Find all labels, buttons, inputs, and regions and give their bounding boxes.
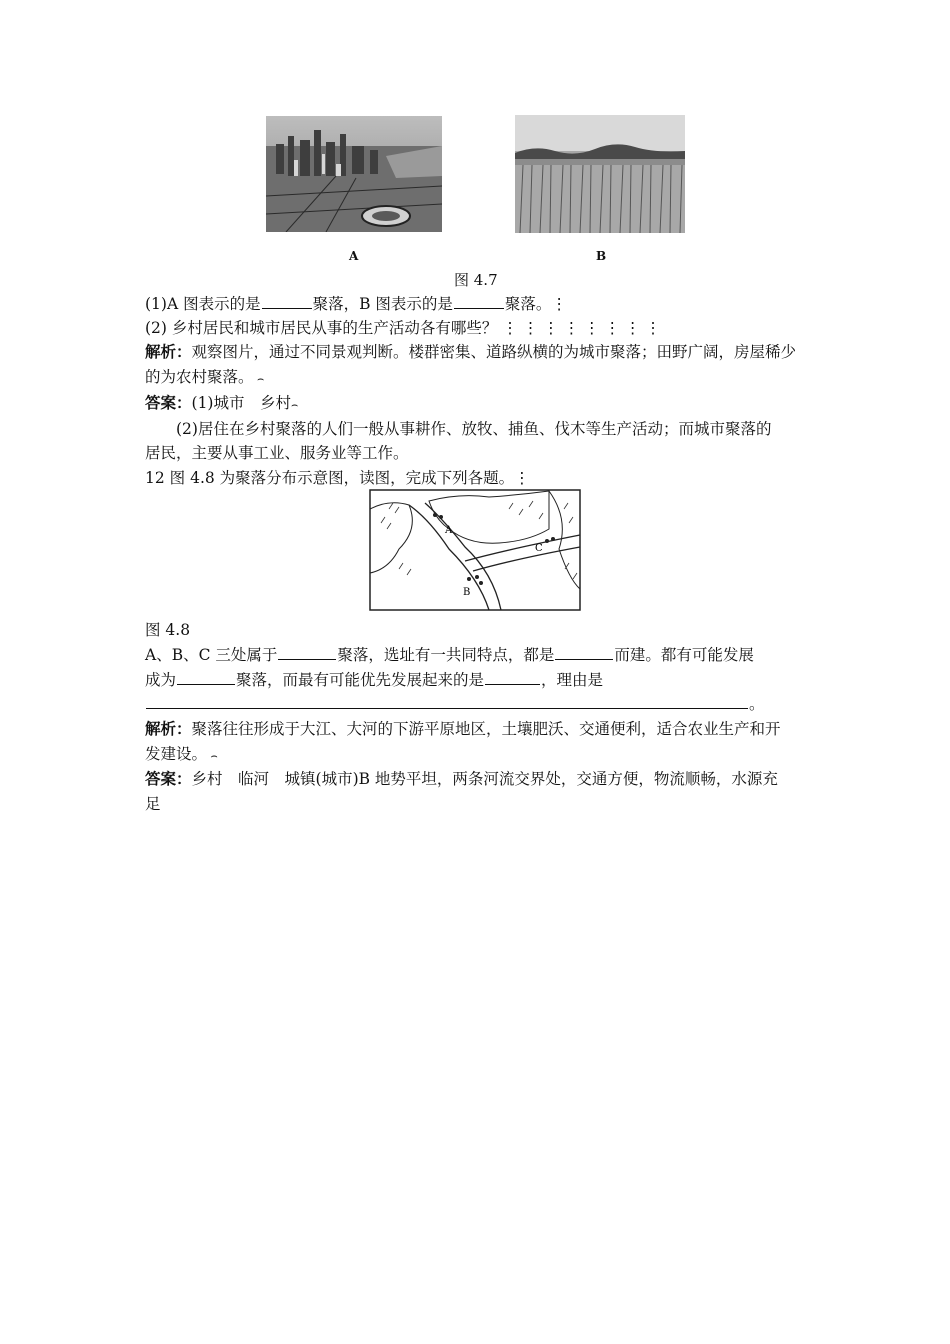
q1-line2: (2) 乡村居民和城市居民从事的生产活动各有哪些？ ⋮ ⋮ ⋮ ⋮ ⋮ ⋮ ⋮ ⋮: [145, 319, 661, 337]
q12-line2: 成为 聚落，而最有可能优先发展起来的是 ，理由是: [145, 668, 603, 691]
q12-analysis-line1: 解析：聚落往往形成于大江、大河的下游平原地区，土壤肥沃、交通便利，适合农业生产和开: [145, 719, 781, 738]
farmland-photo: [515, 115, 685, 233]
q12-intro: 12 图 4.8 为聚落分布示意图，读图，完成下列各题。⋮: [145, 469, 530, 487]
photo-b-label: B: [596, 249, 607, 263]
q12-line3: 。: [145, 692, 765, 715]
settlement-map: [369, 489, 581, 611]
bracket-mark: ⌢: [207, 749, 218, 762]
photo-a-label: A: [349, 249, 359, 263]
q1-line1: (1)A 图表示的是 聚落，B 图表示的是 聚落。⋮: [145, 292, 567, 315]
map-label-a: A: [445, 525, 453, 536]
q12-answer-line2: 足: [145, 795, 161, 813]
q12-line1: A、B、C 三处属于 聚落，选址有一共同特点，都是 而建。都有可能发展: [145, 643, 754, 666]
q1-answer-line1: 答案：(1)城市 乡村⌢: [145, 393, 299, 412]
blank-f: [485, 668, 540, 685]
bracket-mark: ⌢: [290, 398, 299, 411]
q12-answer-line1: 答案：乡村 临河 城镇(城市)B 地势平坦，两条河流交界处，交通方便，物流顺畅，水源充: [145, 769, 778, 788]
blank-e: [177, 668, 235, 685]
q1-answer-line3: 居民，主要从事工业、服务业等工作。: [145, 444, 409, 462]
map-label-b: B: [463, 587, 471, 598]
blank-c: [278, 643, 336, 660]
bracket-mark: ⌢: [253, 372, 265, 385]
blank-g: [146, 692, 748, 709]
q12-analysis-line2: 发建设。 ⌢: [145, 745, 218, 763]
blank-b: [454, 292, 504, 309]
q1-analysis-line1: 解析：观察图片，通过不同景观判断。楼群密集、道路纵横的为城市聚落；田野广阔，房屋稀少: [145, 342, 797, 361]
q1-analysis-line2: 的为农村聚落。 ⌢: [145, 368, 265, 386]
map-label-c: C: [535, 543, 543, 554]
q1-answer-line2: (2)居住在乡村聚落的人们一般从事耕作、放牧、捕鱼、伐木等生产活动；而城市聚落的: [176, 420, 772, 438]
blank-d: [555, 643, 613, 660]
figure-4-7-caption: 图 4.7: [454, 271, 498, 289]
city-photo: [266, 116, 442, 232]
figure-4-8-caption: 图 4.8: [145, 621, 191, 639]
blank-a: [262, 292, 312, 309]
